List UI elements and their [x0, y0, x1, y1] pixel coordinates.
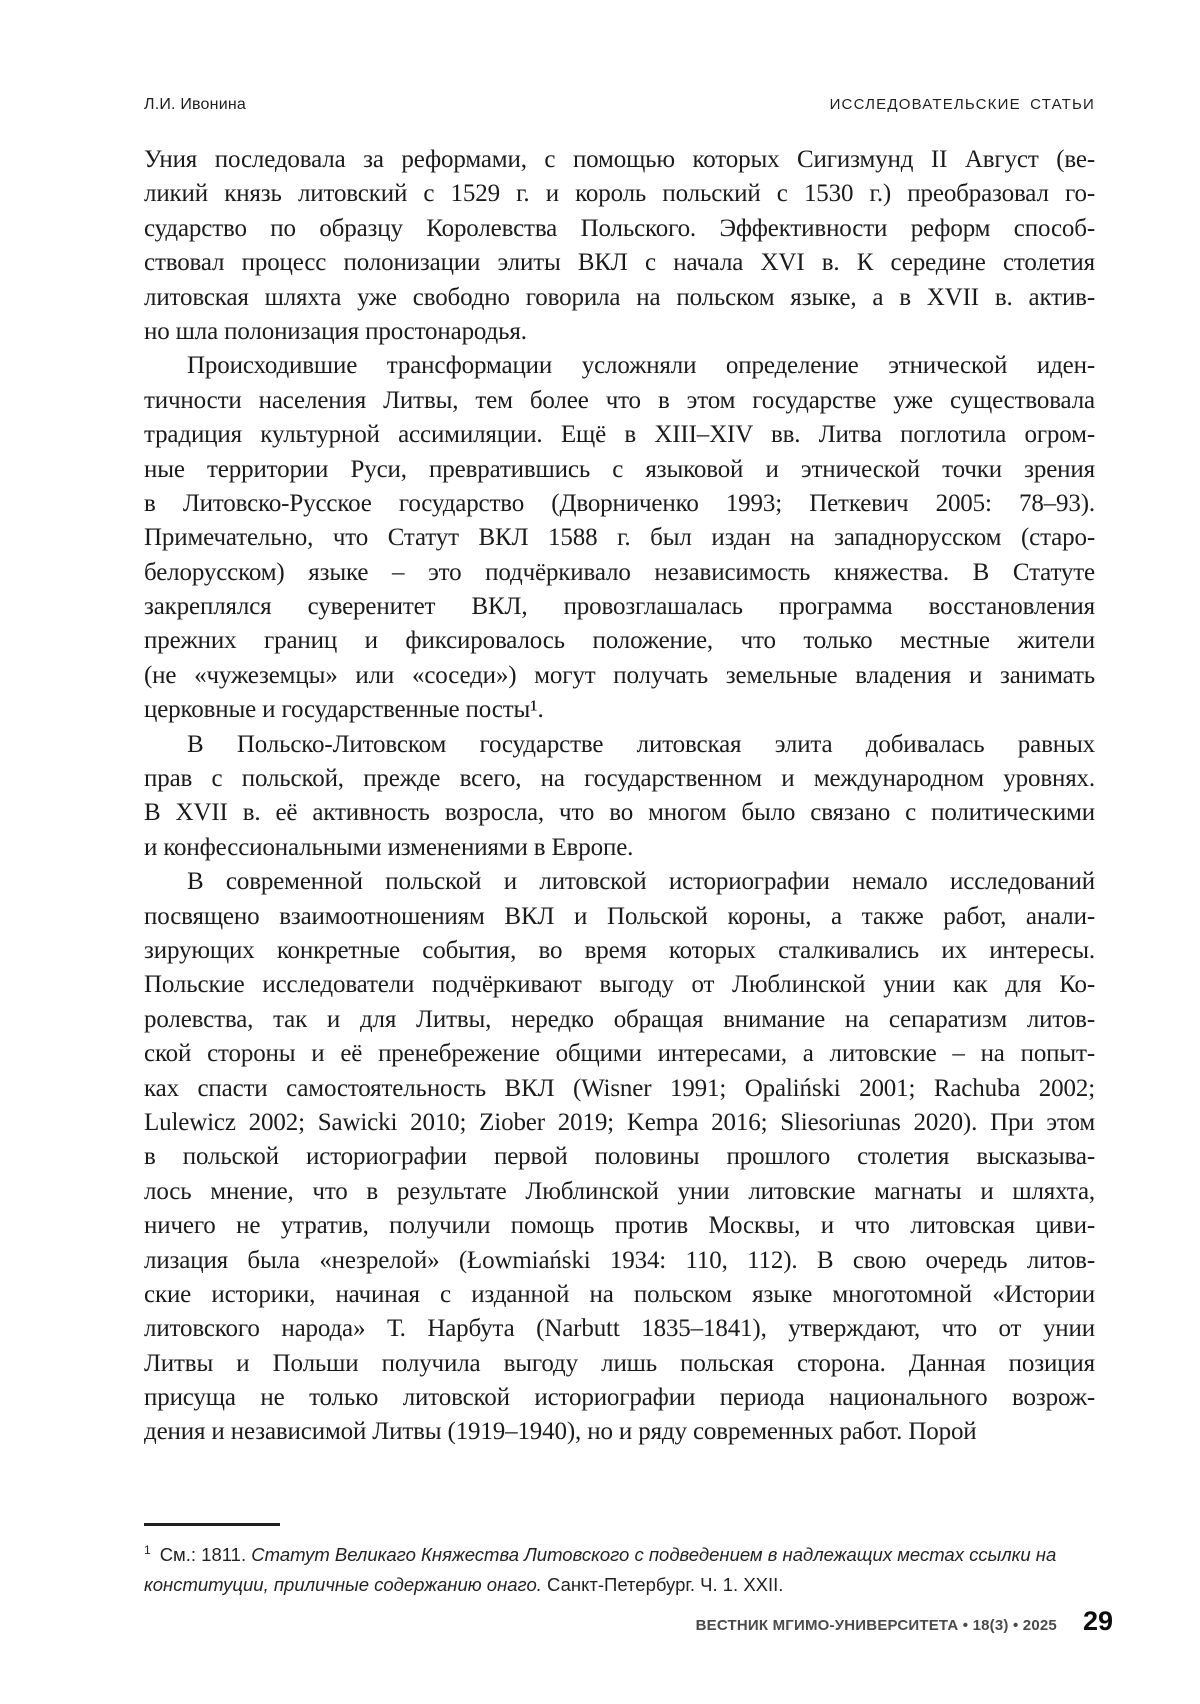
body-line: Литвы и Польши получила выгоду лишь польская сторона. Данная позиция [144, 1349, 1095, 1377]
footnote-source-title: Статут Великаго Княжества Литовского с подведением в надлежащих местах ссылки на конституции, приличные содержанию онаго. [144, 1544, 1057, 1595]
body-line: тичности населения Литвы, тем более что в этом государстве уже существовала [144, 386, 1095, 414]
page-number: 29 [1082, 1606, 1113, 1636]
body-line: белорусском) языке – это подчёркивало независимость княжества. В Статуте [144, 558, 1095, 586]
body-line: Происходившие трансформации усложняли определение этнической иден- [187, 352, 1095, 380]
body-line: В Польско-Литовском государстве литовская элита добивалась равных [187, 730, 1095, 758]
body-line: в польской историографии первой половины прошлого столетия высказыва- [144, 1143, 1095, 1171]
footnote-ref-text: См.: 1811. [159, 1544, 252, 1565]
body-line: прежних границ и фиксировалось положение, что только местные жители [144, 627, 1095, 655]
footnote-marker: 1 [144, 1542, 151, 1557]
body-line: лизация была «незрелой» (Łowmiański 1934: 110, 112). В свою очередь литов- [144, 1246, 1095, 1274]
body-line: литовская шляхта уже свободно говорила на польском языке, а в XVII в. актив- [144, 283, 1095, 311]
paragraph [144, 728, 1095, 866]
body-line: но шла полонизация простонародья. [144, 317, 527, 345]
body-line: и конфессиональными изменениями в Европе. [144, 833, 634, 861]
footnote-rule [144, 1523, 280, 1526]
body-line: сударство по образцу Королевства Польского. Эффективности реформ способ- [144, 214, 1095, 242]
body-line: В XVII в. её активность возросла, что во многом было связано с политическими [144, 799, 1095, 827]
paragraph [144, 865, 1095, 1450]
body-line: Примечательно, что Статут ВКЛ 1588 г. был издан на западнорусском (старо- [144, 524, 1095, 552]
paragraph [144, 143, 1095, 349]
body-line: ках спасти самостоятельность ВКЛ (Wisner 1991; Opaliński 2001; Rachuba 2002; [144, 1074, 1095, 1102]
footnote [144, 1540, 1095, 1600]
body-line: (не «чужеземцы» или «соседи») могут получать земельные владения и занимать [144, 661, 1095, 689]
body-line: В современной польской и литовской историографии немало исследований [187, 868, 1095, 896]
body-line: лось мнение, что в результате Люблинской унии литовские магнаты и шляхта, [144, 1177, 1095, 1205]
body-line: в Литовско-Русское государство (Дворниченко 1993; Петкевич 2005: 78–93). [144, 489, 1095, 517]
body-line: ской стороны и её пренебрежение общими интересами, а литовские – на попыт- [144, 1040, 1095, 1068]
body-line: церковные и государственные посты¹. [144, 696, 544, 724]
body-line: ные территории Руси, превратившись с языковой и этнической точки зрения [144, 455, 1095, 483]
body-line: Уния последовала за реформами, с помощью которых Сигизмунд II Август (ве- [144, 146, 1095, 173]
body-line: Польские исследователи подчёркивают выгоду от Люблинской унии как для Ко- [144, 971, 1095, 999]
paragraph [144, 349, 1095, 727]
article-body [144, 143, 1095, 1450]
body-line: традиция культурной ассимиляции. Ещё в XIII–XIV вв. Литва поглотила огром- [144, 421, 1095, 449]
body-line: ничего не утратив, получили помощь против Москвы, и что литовская циви- [144, 1212, 1095, 1240]
journal-meta: ВЕСТНИК МГИМО-УНИВЕРСИТЕТА • 18(3) • 2025 [695, 1617, 1057, 1634]
author-name: Л.И. Ивонина [144, 96, 246, 113]
body-line: ликий князь литовский с 1529 г. и король польский с 1530 г.) преобразовал го- [144, 180, 1095, 208]
body-line: посвящено взаимоотношениям ВКЛ и Польской короны, а также работ, анали- [144, 902, 1095, 930]
body-line: ские историки, начиная с изданной на польском языке многотомной «Истории [144, 1280, 1095, 1308]
body-line: ролевства, так и для Литвы, нередко обращая внимание на сепаратизм литов- [144, 1005, 1095, 1033]
running-header [144, 96, 1095, 114]
body-line: ствовал процесс полонизации элиты ВКЛ с начала XVI в. К середине столетия [144, 249, 1095, 277]
body-line: литовского народа» Т. Нарбута (Narbutt 1835–1841), утверждают, что от унии [144, 1315, 1095, 1343]
body-line: закреплялся суверенитет ВКЛ, провозглашалась программа восстановления [144, 593, 1095, 621]
page-footer [144, 1606, 1113, 1637]
section-label: ИССЛЕДОВАТЕЛЬСКИЕ СТАТЬИ [829, 96, 1095, 113]
footnote-publication-info: Санкт-Петербург. Ч. 1. XXII. [541, 1574, 784, 1595]
body-line: зирующих конкретные события, во время которых сталкивались их интересы. [144, 936, 1095, 964]
body-line: присуща не только литовской историографии периода национального возрож- [144, 1384, 1095, 1412]
body-line: прав с польской, прежде всего, на государственном и международном уровнях. [144, 765, 1095, 793]
body-line: дения и независимой Литвы (1919–1940), но и ряду современных работ. Порой [144, 1418, 977, 1446]
body-line: Lulewicz 2002; Sawicki 2010; Ziober 2019; Kempa 2016; Sliesoriunas 2020). При этом [144, 1108, 1095, 1136]
